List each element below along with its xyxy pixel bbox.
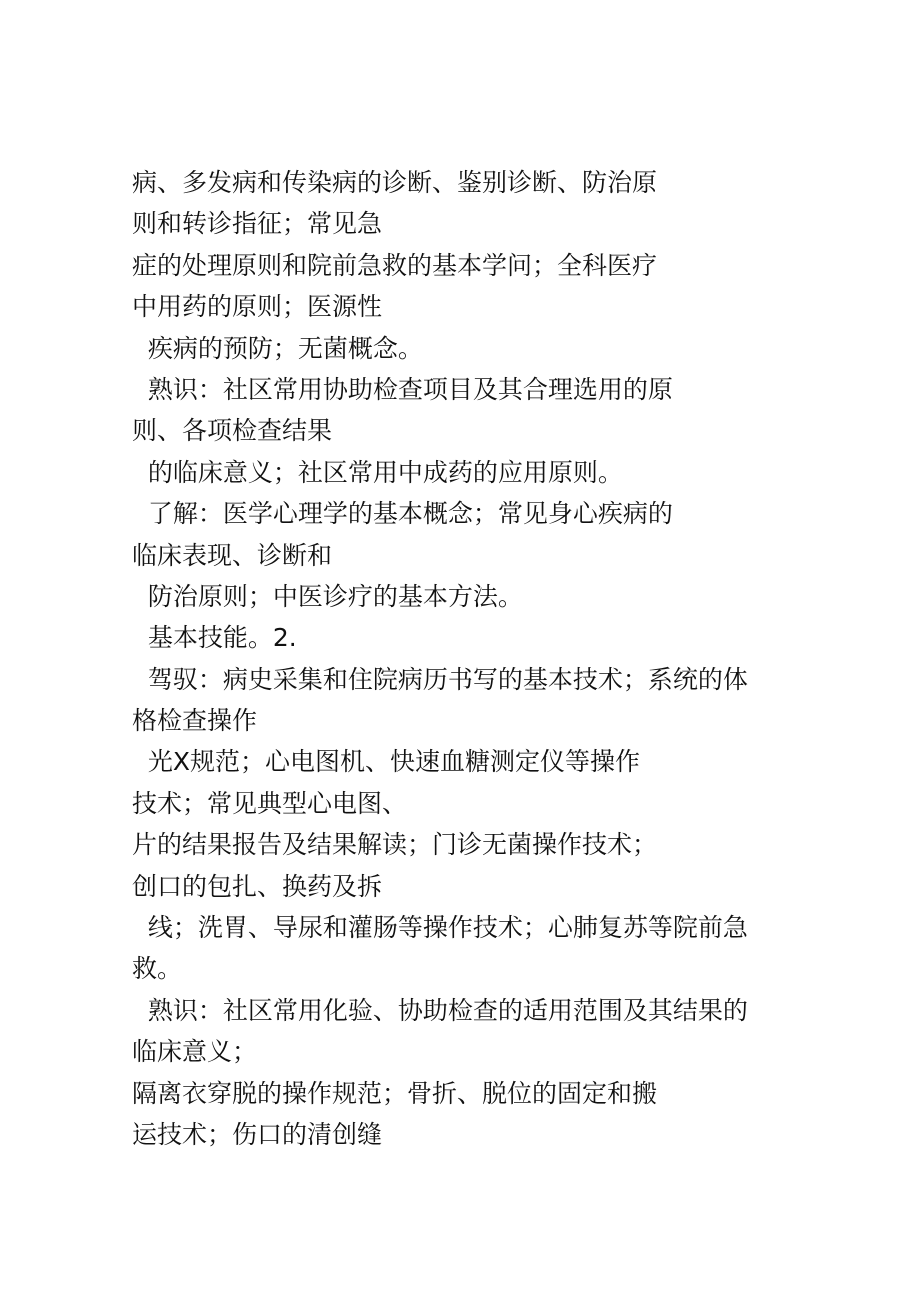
text-line: 病、多发病和传染病的诊断、鉴别诊断、防治原 (132, 168, 658, 197)
text-line: 防治原则；中医诊疗的基本方法。 (132, 581, 523, 611)
text-line: 格检查操作 (132, 706, 258, 736)
text-line: 救。 (132, 954, 183, 984)
text-line: 则、各项检查结果 (132, 416, 333, 446)
text-line: 临床意义； (132, 1037, 258, 1067)
text-line: 光X规范；心电图机、快速血糖测定仪等操作 (132, 747, 641, 777)
text-line: 运技术；伤口的清创缝 (132, 1119, 383, 1149)
text-line: 则和转诊指征；常见急 (132, 209, 383, 239)
text-line: 创口的包扎、换药及拆 (132, 871, 383, 901)
text-line: 技术；常见典型心电图、 (132, 788, 408, 818)
text-line: 临床表现、诊断和 (132, 540, 333, 570)
text-line: 线；洗胃、导尿和灌肠等操作技术；心肺复苏等院前急 (132, 913, 748, 943)
text-line: 疾病的预防；无菌概念。 (132, 333, 423, 363)
text-line: 隔离衣穿脱的操作规范；骨折、脱位的固定和搬 (132, 1078, 658, 1108)
body-text (132, 162, 792, 1155)
text-line: 熟识：社区常用协助检查项目及其合理选用的原 (132, 374, 673, 404)
text-line: 基本技能。2. (132, 623, 297, 653)
text-line: 了解：医学心理学的基本概念；常见身心疾病的 (132, 499, 673, 529)
text-line: 的临床意义；社区常用中成药的应用原则。 (132, 457, 623, 487)
text-line: 中用药的原则；医源性 (132, 292, 383, 322)
text-line: 症的处理原则和院前急救的基本学问；全科医疗 (132, 250, 658, 280)
text-line: 熟识：社区常用化验、协助检查的适用范围及其结果的 (132, 995, 748, 1025)
text-line: 片的结果报告及结果解读；门诊无菌操作技术； (132, 830, 658, 860)
text-line: 驾驭：病史采集和住院病历书写的基本技术；系统的体 (132, 664, 748, 694)
